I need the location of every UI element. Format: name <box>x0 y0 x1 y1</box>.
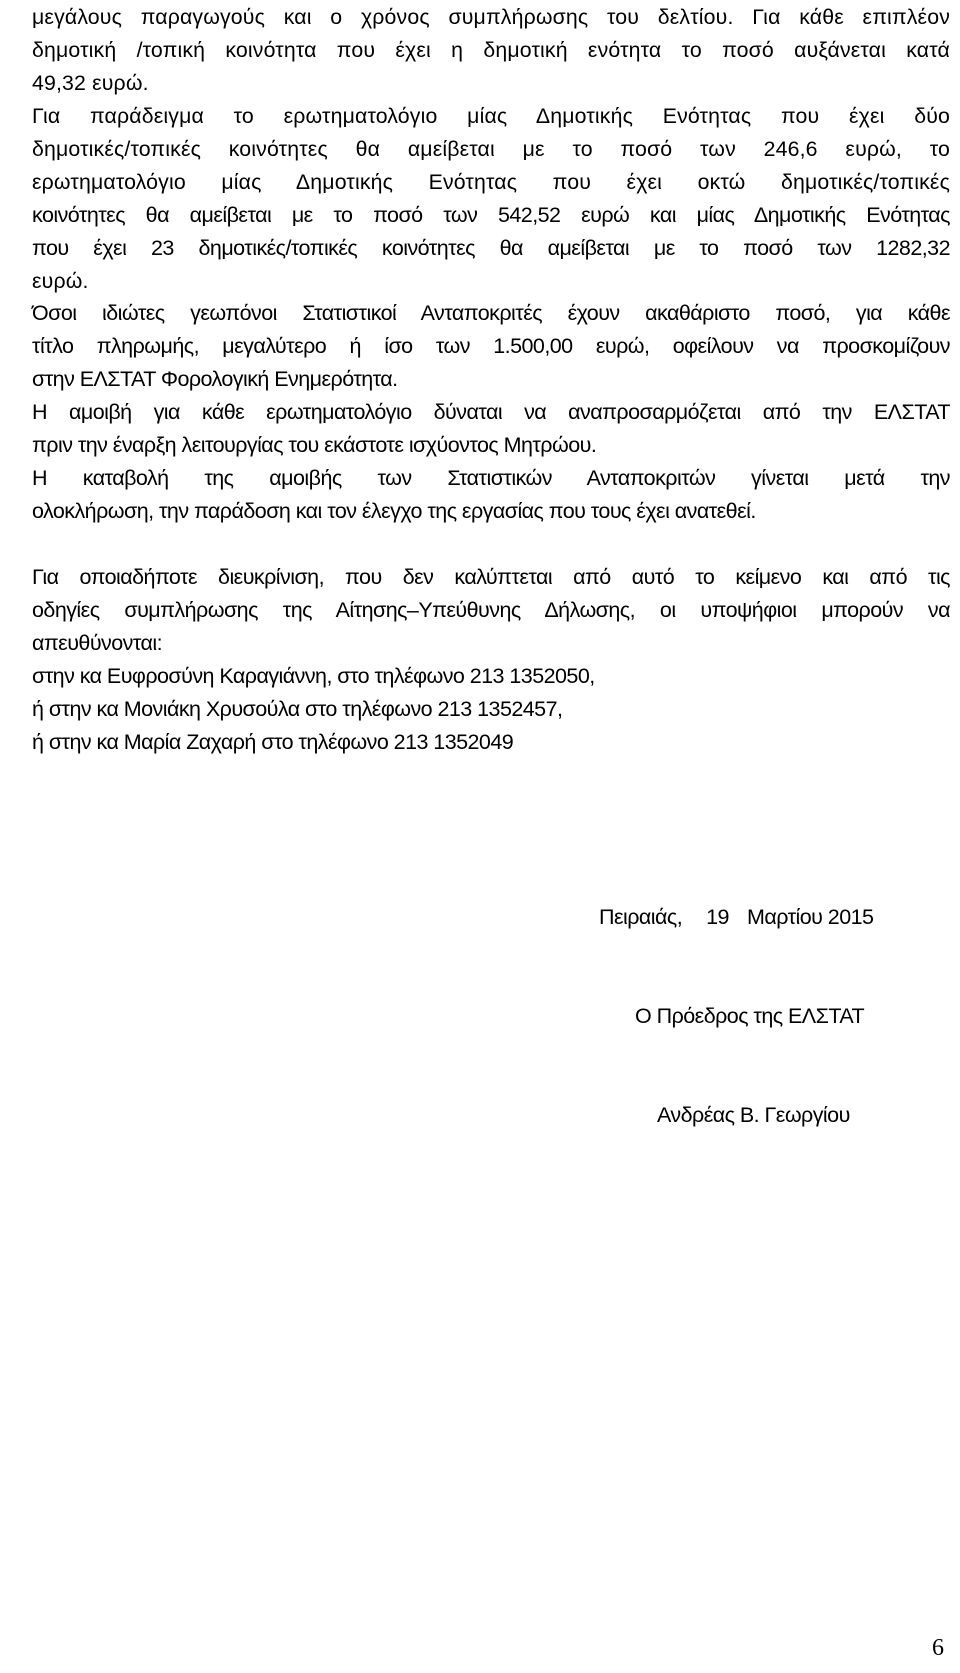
body-text-line: Όσοι ιδιώτες γεωπόνοι Στατιστικοί Ανταποκριτές έχουν ακαθάριστο ποσό, για κάθε <box>32 301 950 325</box>
body-text-line: που έχει 23 δημοτικές/τοπικές κοινότητες θα αμείβεται με το ποσό των 1282,32 <box>32 236 950 260</box>
signatory-title: Ο Πρόεδρος της ΕΛΣΤΑΤ <box>635 1004 865 1028</box>
body-text-line: ολοκλήρωση, την παράδοση και τον έλεγχο της εργασίας που τους έχει ανατεθεί. <box>32 499 756 523</box>
body-text-line: πριν την έναρξη λειτουργίας του εκάστοτε ισχύοντος Μητρώου. <box>32 433 597 457</box>
body-text-line: Για παράδειγμα το ερωτηματολόγιο μίας Δημοτικής Ενότητας που έχει δύο <box>32 104 950 128</box>
body-text-line: τίτλο πληρωμής, μεγαλύτερο ή ίσο των 1.500,00 ευρώ, οφείλουν να προσκομίζουν <box>32 334 950 358</box>
contact-text-line: απευθύνονται: <box>32 631 162 655</box>
contact-text-line: Για οποιαδήποτε διευκρίνιση, που δεν καλύπτεται από αυτό το κείμενο και από τις <box>32 565 950 589</box>
body-text-line: στην ΕΛΣΤΑΤ Φορολογική Ενημερότητα. <box>32 367 398 391</box>
contact-person-line: ή στην κα Μονιάκη Χρυσούλα στο τηλέφωνο 213 1352457, <box>32 697 563 721</box>
body-text-line: μεγάλους παραγωγούς και ο χρόνος συμπλήρωσης του δελτίου. Για κάθε επιπλέον <box>32 5 950 29</box>
signatory-name: Ανδρέας Β. Γεωργίου <box>657 1103 850 1127</box>
body-text-line: ευρώ. <box>32 269 89 293</box>
date-line <box>599 904 889 930</box>
body-text-line: 49,32 ευρώ. <box>32 71 149 95</box>
contact-text-line: οδηγίες συμπλήρωσης της Αίτησης–Υπεύθυνης Δήλωσης, οι υποψήφιοι μπορούν να <box>32 598 950 622</box>
date-day: 19 <box>706 905 729 929</box>
body-text-line: Η καταβολή της αμοιβής των Στατιστικών Ανταποκριτών γίνεται μετά την <box>32 466 950 490</box>
contact-person-line: ή στην κα Μαρία Ζαχαρή στο τηλέφωνο 213 1352049 <box>32 730 514 754</box>
page-number: 6 <box>932 1635 944 1661</box>
date-place: Πειραιάς, <box>599 905 683 929</box>
contact-person-line: στην κα Ευφροσύνη Καραγιάννη, στο τηλέφωνο 213 1352050, <box>32 664 595 688</box>
body-text-line: Η αμοιβή για κάθε ερωτηματολόγιο δύναται να αναπροσαρμόζεται από την ΕΛΣΤΑΤ <box>32 400 950 424</box>
body-text-line: δημοτικές/τοπικές κοινότητες θα αμείβεται με το ποσό των 246,6 ευρώ, το <box>32 137 950 161</box>
body-text-line: δημοτική /τοπική κοινότητα που έχει η δημοτική ενότητα το ποσό αυξάνεται κατά <box>32 38 950 62</box>
date-month-year: Μαρτίου 2015 <box>746 905 874 929</box>
body-text-line: ερωτηματολόγιο μίας Δημοτικής Ενότητας που έχει οκτώ δημοτικές/τοπικές <box>32 170 950 194</box>
body-text-line: κοινότητες θα αμείβεται με το ποσό των 542,52 ευρώ και μίας Δημοτικής Ενότητας <box>32 203 950 227</box>
